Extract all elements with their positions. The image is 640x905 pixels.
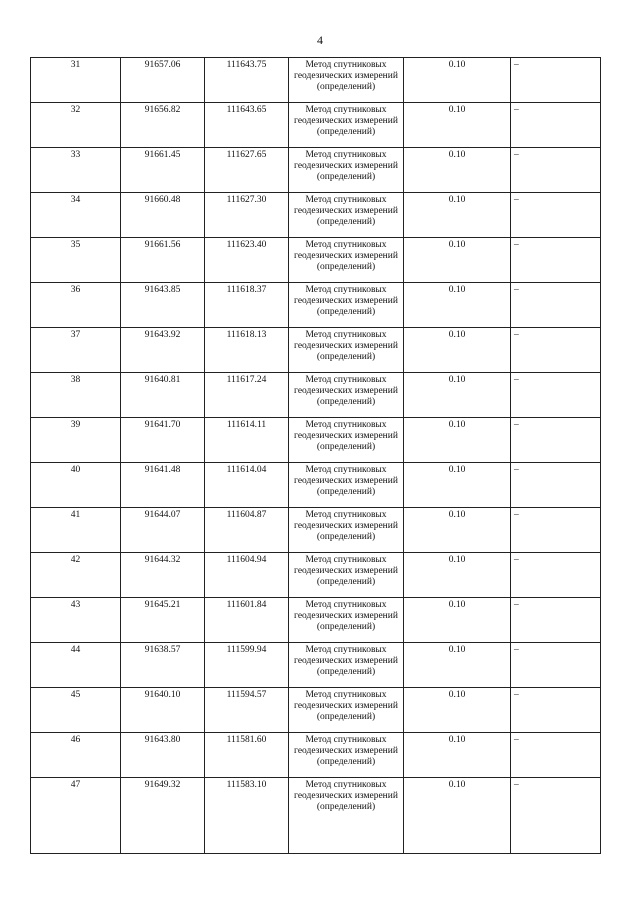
accuracy-cell: 0.10 xyxy=(404,238,511,283)
y-coordinate-cell: 111583.10 xyxy=(205,778,289,854)
point-number-cell: 42 xyxy=(31,553,121,598)
accuracy-cell: 0.10 xyxy=(404,58,511,103)
point-number-cell: 34 xyxy=(31,193,121,238)
method-cell: Метод спутниковых геодезических измерений (определений) xyxy=(289,283,404,328)
point-number-cell: 41 xyxy=(31,508,121,553)
x-coordinate-cell: 91641.48 xyxy=(121,463,205,508)
x-coordinate-cell: 91645.21 xyxy=(121,598,205,643)
method-cell: Метод спутниковых геодезических измерений (определений) xyxy=(289,148,404,193)
table-row xyxy=(31,418,601,463)
description-cell: – xyxy=(511,553,601,598)
table-row xyxy=(31,598,601,643)
y-coordinate-cell: 111604.87 xyxy=(205,508,289,553)
description-cell: – xyxy=(511,688,601,733)
accuracy-cell: 0.10 xyxy=(404,373,511,418)
x-coordinate-cell: 91661.45 xyxy=(121,148,205,193)
x-coordinate-cell: 91641.70 xyxy=(121,418,205,463)
accuracy-cell: 0.10 xyxy=(404,463,511,508)
description-cell: – xyxy=(511,463,601,508)
method-cell: Метод спутниковых геодезических измерений (определений) xyxy=(289,328,404,373)
point-number-cell: 31 xyxy=(31,58,121,103)
y-coordinate-cell: 111627.65 xyxy=(205,148,289,193)
method-cell: Метод спутниковых геодезических измерений (определений) xyxy=(289,418,404,463)
point-number-cell: 40 xyxy=(31,463,121,508)
point-number-cell: 39 xyxy=(31,418,121,463)
y-coordinate-cell: 111581.60 xyxy=(205,733,289,778)
method-cell: Метод спутниковых геодезических измерений (определений) xyxy=(289,733,404,778)
accuracy-cell: 0.10 xyxy=(404,688,511,733)
x-coordinate-cell: 91643.92 xyxy=(121,328,205,373)
description-cell: – xyxy=(511,58,601,103)
description-cell: – xyxy=(511,283,601,328)
y-coordinate-cell: 111614.04 xyxy=(205,463,289,508)
accuracy-cell: 0.10 xyxy=(404,733,511,778)
accuracy-cell: 0.10 xyxy=(404,598,511,643)
accuracy-cell: 0.10 xyxy=(404,148,511,193)
y-coordinate-cell: 111627.30 xyxy=(205,193,289,238)
description-cell: – xyxy=(511,733,601,778)
x-coordinate-cell: 91660.48 xyxy=(121,193,205,238)
method-cell: Метод спутниковых геодезических измерений (определений) xyxy=(289,58,404,103)
method-cell: Метод спутниковых геодезических измерений (определений) xyxy=(289,373,404,418)
x-coordinate-cell: 91643.85 xyxy=(121,283,205,328)
table-row xyxy=(31,193,601,238)
description-cell: – xyxy=(511,418,601,463)
y-coordinate-cell: 111643.65 xyxy=(205,103,289,148)
table-row xyxy=(31,238,601,283)
table-row xyxy=(31,643,601,688)
description-cell: – xyxy=(511,328,601,373)
y-coordinate-cell: 111599.94 xyxy=(205,643,289,688)
description-cell: – xyxy=(511,193,601,238)
table-row xyxy=(31,103,601,148)
point-number-cell: 33 xyxy=(31,148,121,193)
x-coordinate-cell: 91640.81 xyxy=(121,373,205,418)
point-number-cell: 36 xyxy=(31,283,121,328)
table-row xyxy=(31,373,601,418)
method-cell: Метод спутниковых геодезических измерений (определений) xyxy=(289,553,404,598)
accuracy-cell: 0.10 xyxy=(404,103,511,148)
y-coordinate-cell: 111617.24 xyxy=(205,373,289,418)
method-cell: Метод спутниковых геодезических измерений (определений) xyxy=(289,238,404,283)
table-row xyxy=(31,553,601,598)
table-row xyxy=(31,283,601,328)
y-coordinate-cell: 111594.57 xyxy=(205,688,289,733)
accuracy-cell: 0.10 xyxy=(404,553,511,598)
description-cell: – xyxy=(511,778,601,854)
x-coordinate-cell: 91640.10 xyxy=(121,688,205,733)
table-row xyxy=(31,688,601,733)
x-coordinate-cell: 91644.32 xyxy=(121,553,205,598)
point-number-cell: 45 xyxy=(31,688,121,733)
point-number-cell: 38 xyxy=(31,373,121,418)
method-cell: Метод спутниковых геодезических измерений (определений) xyxy=(289,598,404,643)
table-row xyxy=(31,148,601,193)
point-number-cell: 35 xyxy=(31,238,121,283)
table-body xyxy=(31,58,601,854)
x-coordinate-cell: 91661.56 xyxy=(121,238,205,283)
accuracy-cell: 0.10 xyxy=(404,328,511,373)
y-coordinate-cell: 111643.75 xyxy=(205,58,289,103)
point-number-cell: 47 xyxy=(31,778,121,854)
accuracy-cell: 0.10 xyxy=(404,643,511,688)
table-row xyxy=(31,778,601,854)
table-row xyxy=(31,733,601,778)
point-number-cell: 46 xyxy=(31,733,121,778)
table-row xyxy=(31,508,601,553)
y-coordinate-cell: 111618.37 xyxy=(205,283,289,328)
method-cell: Метод спутниковых геодезических измерений (определений) xyxy=(289,103,404,148)
accuracy-cell: 0.10 xyxy=(404,508,511,553)
x-coordinate-cell: 91656.82 xyxy=(121,103,205,148)
y-coordinate-cell: 111623.40 xyxy=(205,238,289,283)
description-cell: – xyxy=(511,598,601,643)
point-number-cell: 32 xyxy=(31,103,121,148)
method-cell: Метод спутниковых геодезических измерений (определений) xyxy=(289,778,404,854)
point-number-cell: 43 xyxy=(31,598,121,643)
page-number: 4 xyxy=(317,33,323,47)
x-coordinate-cell: 91638.57 xyxy=(121,643,205,688)
description-cell: – xyxy=(511,373,601,418)
accuracy-cell: 0.10 xyxy=(404,193,511,238)
y-coordinate-cell: 111614.11 xyxy=(205,418,289,463)
table-row xyxy=(31,58,601,103)
method-cell: Метод спутниковых геодезических измерений (определений) xyxy=(289,463,404,508)
method-cell: Метод спутниковых геодезических измерений (определений) xyxy=(289,193,404,238)
table-row xyxy=(31,463,601,508)
coordinates-table xyxy=(30,57,601,854)
description-cell: – xyxy=(511,643,601,688)
description-cell: – xyxy=(511,148,601,193)
accuracy-cell: 0.10 xyxy=(404,418,511,463)
accuracy-cell: 0.10 xyxy=(404,778,511,854)
table-row xyxy=(31,328,601,373)
y-coordinate-cell: 111601.84 xyxy=(205,598,289,643)
point-number-cell: 37 xyxy=(31,328,121,373)
x-coordinate-cell: 91644.07 xyxy=(121,508,205,553)
description-cell: – xyxy=(511,238,601,283)
description-cell: – xyxy=(511,508,601,553)
accuracy-cell: 0.10 xyxy=(404,283,511,328)
method-cell: Метод спутниковых геодезических измерений (определений) xyxy=(289,688,404,733)
method-cell: Метод спутниковых геодезических измерений (определений) xyxy=(289,643,404,688)
y-coordinate-cell: 111604.94 xyxy=(205,553,289,598)
x-coordinate-cell: 91643.80 xyxy=(121,733,205,778)
x-coordinate-cell: 91657.06 xyxy=(121,58,205,103)
y-coordinate-cell: 111618.13 xyxy=(205,328,289,373)
method-cell: Метод спутниковых геодезических измерений (определений) xyxy=(289,508,404,553)
x-coordinate-cell: 91649.32 xyxy=(121,778,205,854)
description-cell: – xyxy=(511,103,601,148)
point-number-cell: 44 xyxy=(31,643,121,688)
